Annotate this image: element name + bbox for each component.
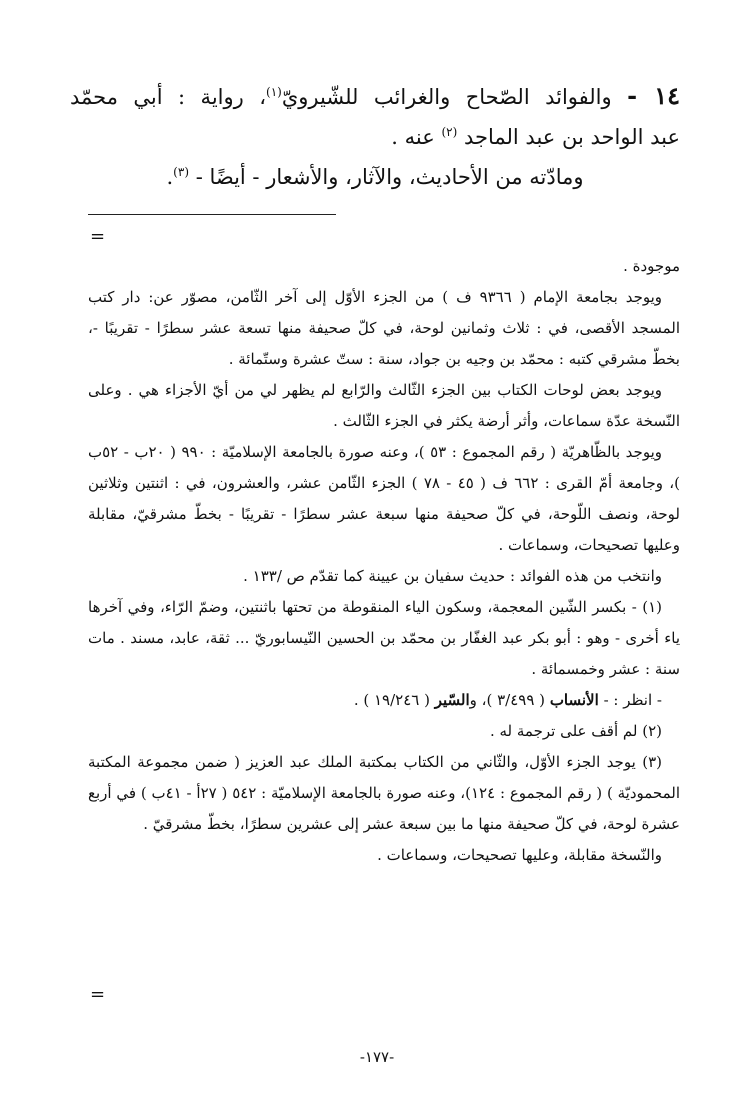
entry-narration: ، رواية : أبي محمّد: [70, 85, 267, 109]
source-siyar: السّير: [434, 691, 470, 709]
note-paragraph: ويوجد بالظّاهريّة ( رقم المجموع : ٥٣ )، وعنه صورة بالجامعة الإسلاميّة : ٩٩٠ ( ٢٠ب - ٥٢ب )، وجامعة أمّ القرى : ٦٦٢ ف ( ٤٥ - ٧٨ ) الجزء الثّامن عشر، والعشرون، في : اثنتين وثلاثين لوحة، ونصف اللّوحة، في كلّ صحيفة منها سبعة عشر سطرًا - تقريبًا - بخطّ مشرقيّ، مقابلة وعليها تصحيحات، وسماعات .: [88, 443, 680, 554]
source-siyar-ref: ( ١٩/٢٤٦ ) .: [353, 691, 430, 709]
footnote-1: (١) - بكسر الشّين المعجمة، وسكون الياء المنقوطة من تحتها باثنتين، وضمّ الرّاء، وفي آخرها ياء أخرى - وهو : أبو بكر عبد الغفّار بن محمّد بن الحسين النّيسابوريّ ... ثقة، عابد، مسند . مات سنة : عشر وخمسمائة .: [88, 598, 680, 678]
see-prefix: - انظر :: [613, 691, 662, 709]
entry-title: والفوائد الصّحاح والغرائب للشّيرويّ: [281, 85, 612, 109]
note-continuation: موجودة .: [623, 257, 680, 275]
note-paragraph: ويوجد بجامعة الإمام ( ٩٣٦٦ ف ) من الجزء الأوّل إلى آخر الثّامن، مصوّر عن: دار كتب المسجد الأقصى، في : ثلاث وثمانين لوحة، في كلّ صحيفة منها تسعة عشر سطرًا - تقريبًا -، بخطّ مشرقي كتبه : محمّد بن وجيه بن جواد، سنة : ستّ عشرة وستّمائة .: [88, 288, 680, 368]
footnote-3: (٣) يوجد الجزء الأوّل، والثّاني من الكتاب بمكتبة الملك عبد العزيز ( ضمن مجموعة المكتبة المحموديّة ) ( رقم المجموع : ١٢٤)، وعنه صورة بالجامعة الإسلاميّة : ٥٤٢ ( ٢٧أ - ٤١ب ) في أربع عشرة لوحة، في كلّ صحيفة منها ما بين سبعة عشر إلى عشرين سطرًا، بخطّ مشرقيّ .: [88, 753, 681, 833]
continuation-mark-top: =: [90, 226, 106, 247]
entry-number: ١٤ -: [627, 81, 680, 110]
page-number: -١٧٧-: [359, 1048, 395, 1066]
entry-line-1: [70, 76, 680, 117]
entry-end-punct: .: [166, 165, 174, 189]
footnote-ref-1: (١): [266, 85, 282, 99]
narrator-name: عبد الواحد بن عبد الماجد: [463, 125, 680, 149]
main-text: [70, 76, 680, 197]
footnote-3-cont: والنّسخة مقابلة، وعليها تصحيحات، وسماعات .: [377, 846, 662, 864]
entry-content: ومادّته من الأحاديث، والآثار، والأشعار - أيضًا -: [195, 165, 584, 189]
note-paragraph: ويوجد بعض لوحات الكتاب بين الجزء الثّالث والرّابع لم يظهر لي من أيّ الأجزاء هي . وعلى النّسخة عدّة سماعات، وأثر أرضة يكثر في الجزء الثّالث .: [88, 381, 680, 430]
source-ansab: الأنساب: [549, 691, 599, 709]
entry-line-3: [70, 157, 680, 197]
footnote-2: (٢) لم أقف على ترجمة له .: [489, 722, 662, 740]
footnote-ref-3: (٣): [173, 165, 189, 179]
footnote-ref-2: (٢): [441, 125, 458, 139]
entry-line-2: [70, 117, 680, 157]
footnote-1-see: - انظر : - الأنساب ( ٣/٤٩٩ )، والسّير ( ١٩/٢٤٦ ) .: [353, 691, 662, 709]
footnote-separator: [88, 214, 336, 215]
footnotes: [88, 251, 680, 871]
note-paragraph: وانتخب من هذه الفوائد : حديث سفيان بن عيينة كما تقدّم ص /١٣٣ .: [243, 567, 662, 585]
continuation-mark-bottom: =: [90, 984, 106, 1005]
narrator-tail: عنه .: [391, 125, 435, 149]
source-ansab-ref: ( ٣/٤٩٩ )، و: [469, 691, 546, 709]
